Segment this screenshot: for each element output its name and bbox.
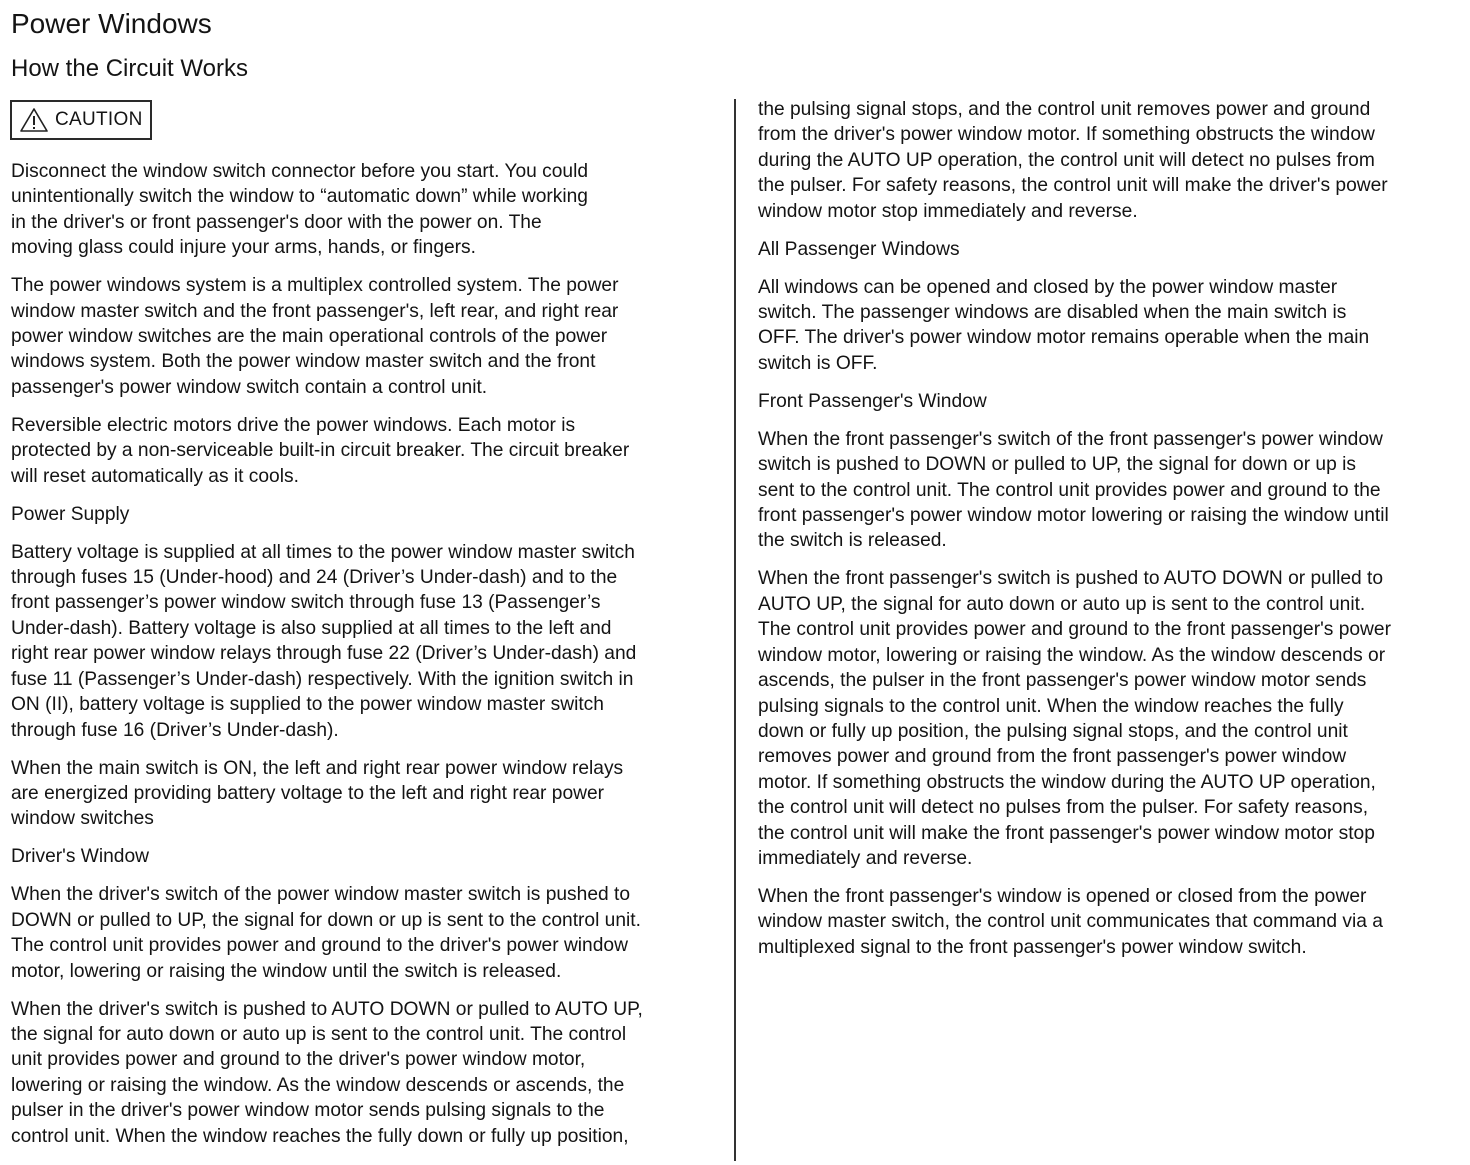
text-line: When the front passenger's window is opened or closed from the power [758,885,1367,907]
text-line: during the AUTO UP operation, the control unit will detect no pulses from [758,149,1375,171]
text-line: immediately and reverse. [758,847,973,869]
text-line: Disconnect the window switch connector before you start. You could [11,161,589,182]
text-line: the signal for auto down or auto up is sent to the control unit. The control [11,1023,627,1045]
text-line: the pulser. For safety reasons, the control unit will make the driver's power [758,175,1388,197]
text-line: OFF. The driver's power window motor remains operable when the main [758,327,1370,349]
text-line: ON (II), battery voltage is supplied to the power window master switch [11,694,604,716]
column-divider [734,99,736,1161]
text-line: Battery voltage is supplied at all times to the power window master switch [11,541,635,563]
text-line: window motor, lowering or raising the window. As the window descends or [758,644,1386,666]
text-line: When the main switch is ON, the left and right rear power window relays [11,757,624,779]
caution-notice [10,100,152,140]
paragraph [11,756,711,832]
text-line: protected by a non-serviceable built-in circuit breaker. The circuit breaker [11,440,630,462]
text-line: windows system. Both the power window master switch and the front [11,351,596,373]
text-line: through fuses 15 (Under-hood) and 24 (Driver’s Under-dash) and to the [11,567,618,589]
text-line: lowering or raising the window. As the window descends or ascends, the [11,1074,625,1096]
section-heading: Driver's Window [11,846,149,868]
text-line: The control unit provides power and ground to the driver's power window [11,935,628,957]
text-line: DOWN or pulled to UP, the signal for down or up is sent to the control unit. [11,909,641,931]
caution-label: CAUTION [55,109,143,130]
text-line: from the driver's power window motor. If something obstructs the window [758,124,1375,146]
text-line: switch. The passenger windows are disabled when the main switch is [758,302,1347,324]
paragraph [11,997,711,1149]
text-line: window switches [11,808,154,830]
section-heading: All Passenger Windows [758,238,960,260]
right-column [758,97,1458,973]
text-line: ascends, the pulser in the front passenger's power window motor sends [758,670,1367,692]
text-line: multiplexed signal to the front passenger's power window switch. [758,936,1307,958]
text-line: through fuse 16 (Driver’s Under-dash). [11,719,339,741]
paragraph [758,427,1458,554]
paragraph [11,882,711,984]
text-line: motor, lowering or raising the window until the switch is released. [11,960,562,982]
text-line: control unit. When the window reaches the fully down or fully up position, [11,1125,629,1147]
text-line: removes power and ground from the front passenger's power window [758,746,1347,768]
text-line: motor. If something obstructs the window during the AUTO UP operation, [758,771,1376,793]
text-line: passenger's power window switch contain a control unit. [11,376,488,398]
paragraph [11,413,711,489]
text-line: window motor stop immediately and reverse. [758,200,1138,222]
text-line: in the driver's or front passenger's door with the power on. The [11,211,542,233]
text-line: When the front passenger's switch is pushed to AUTO DOWN or pulled to [758,568,1384,590]
text-line: switch is OFF. [758,352,878,374]
text-line: When the driver's switch of the power window master switch is pushed to [11,884,630,906]
text-line: pulser in the driver's power window motor sends pulsing signals to the [11,1100,605,1122]
text-line: unit provides power and ground to the driver's power window motor, [11,1049,586,1071]
paragraph [758,566,1458,871]
text-line: right rear power window relays through fuse 22 (Driver’s Under-dash) and [11,643,637,665]
text-line: pulsing signals to the control unit. When the window reaches the fully [758,695,1344,717]
text-line: window master switch and the front passenger's, left rear, and right rear [11,300,619,322]
warning-triangle-icon [19,107,49,133]
text-line: window master switch, the control unit communicates that command via a [758,911,1383,933]
text-line: the control unit will detect no pulses from the pulser. For safety reasons, [758,797,1369,819]
text-line: The power windows system is a multiplex controlled system. The power [11,275,619,297]
paragraph [11,540,711,743]
text-line: will reset automatically as it cools. [11,465,299,487]
text-line: are energized providing battery voltage to the left and right rear power [11,782,605,804]
text-line: fuse 11 (Passenger’s Under-dash) respectively. With the ignition switch in [11,668,634,690]
text-line: When the front passenger's switch of the front passenger's power window [758,428,1383,450]
paragraph [758,97,1458,224]
text-line: Under-dash). Battery voltage is also supplied at all times to the left and [11,617,612,639]
text-line: unintentionally switch the window to “automatic down” while working [11,186,588,208]
text-line: AUTO UP, the signal for auto down or auto up is sent to the control unit. [758,593,1366,615]
text-line: the control unit will make the front passenger's power window motor stop [758,822,1375,844]
text-line: All windows can be opened and closed by the power window master [758,276,1338,298]
text-line: down or fully up position, the pulsing signal stops, and the control unit [758,720,1348,742]
text-line: power window switches are the main operational controls of the power [11,326,608,348]
paragraph [758,275,1458,377]
text-line: front passenger's power window motor lowering or raising the window until [758,505,1389,527]
section-heading: Front Passenger's Window [758,390,987,412]
paragraph [11,273,711,400]
text-line: the pulsing signal stops, and the control unit removes power and ground [758,99,1371,120]
page-subtitle: How the Circuit Works [11,55,248,82]
text-line: sent to the control unit. The control unit provides power and ground to the [758,479,1381,501]
text-line: moving glass could injure your arms, hands, or fingers. [11,237,476,259]
paragraph [758,884,1458,960]
page-title: Power Windows [11,8,212,39]
text-line: switch is pushed to DOWN or pulled to UP, the signal for down or up is [758,454,1356,476]
text-line: The control unit provides power and ground to the front passenger's power [758,619,1391,641]
text-line: Reversible electric motors drive the power windows. Each motor is [11,414,576,436]
text-line: front passenger’s power window switch through fuse 13 (Passenger’s [11,592,601,614]
left-column [11,159,711,1162]
paragraph [11,159,711,261]
text-line: the switch is released. [758,530,947,552]
section-heading: Power Supply [11,503,130,525]
text-line: When the driver's switch is pushed to AUTO DOWN or pulled to AUTO UP, [11,998,643,1020]
